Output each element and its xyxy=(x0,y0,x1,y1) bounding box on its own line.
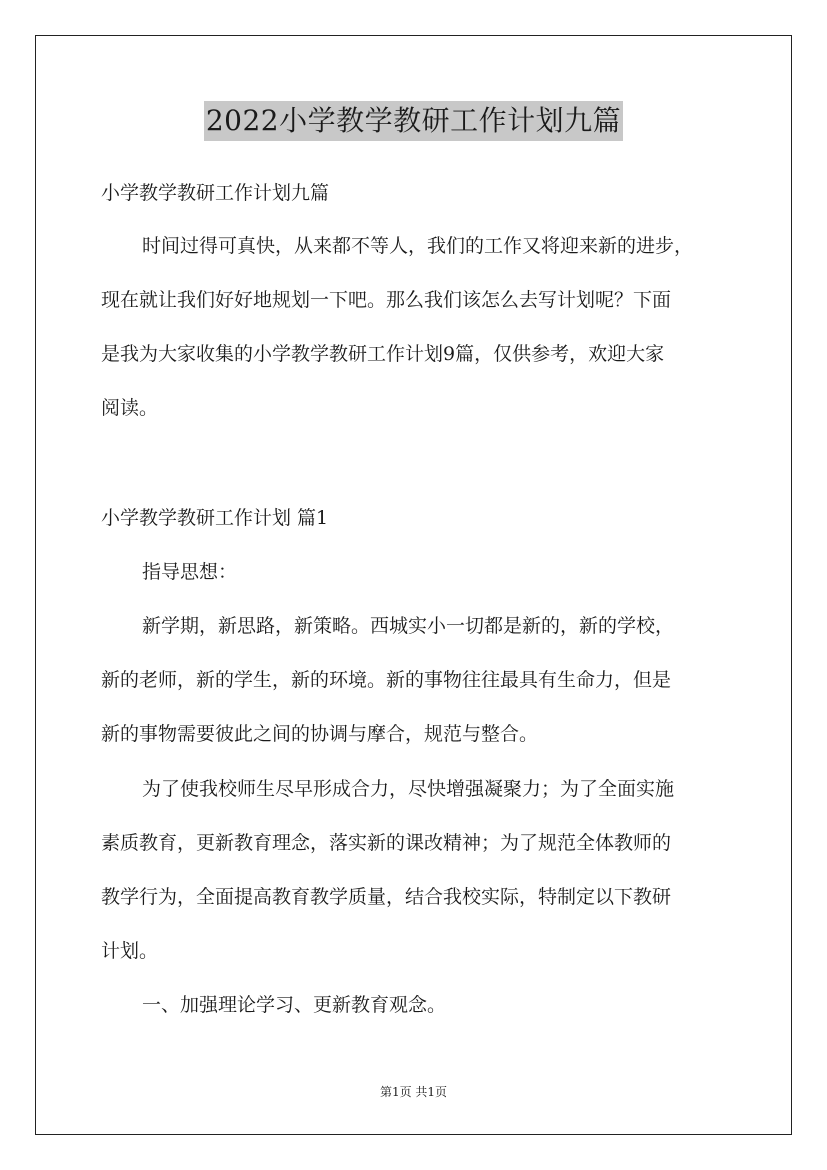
text-line: 新的老师，新的学生，新的环境。新的事物往往最具有生命力，但是 xyxy=(101,669,672,691)
list-item: 一、加强理论学习、更新教育观念。 xyxy=(142,994,447,1016)
intro-paragraph xyxy=(101,219,741,435)
text-line: 是我为大家收集的小学教学教研工作计划9篇，仅供参考，欢迎大家 xyxy=(101,343,665,365)
section-heading: 小学教学教研工作计划 篇1 xyxy=(101,507,329,529)
paragraph-1 xyxy=(101,599,741,761)
text-line: 素质教育，更新教育理念，落实新的课改精神；为了规范全体教师的 xyxy=(101,832,672,854)
guide-heading-block xyxy=(101,545,741,599)
page-number: 第1页 共1页 xyxy=(379,1085,448,1099)
text-line: 时间过得可真快，从来都不等人，我们的工作又将迎来新的进步， xyxy=(142,235,694,257)
text-line: 现在就让我们好好地规划一下吧。那么我们该怎么去写计划呢？下面 xyxy=(101,289,672,311)
paragraph-2 xyxy=(101,762,741,978)
guide-heading: 指导思想： xyxy=(142,561,238,583)
text-line: 新的事物需要彼此之间的协调与摩合，规范与整合。 xyxy=(101,723,539,745)
document-subtitle: 小学教学教研工作计划九篇 xyxy=(101,182,330,204)
item-1-block xyxy=(101,978,741,1032)
title-container xyxy=(0,101,827,141)
text-line: 计划。 xyxy=(101,940,159,962)
text-line: 教学行为，全面提高教育教学质量，结合我校实际，特制定以下教研 xyxy=(101,886,672,908)
text-line: 阅读。 xyxy=(101,397,159,419)
document-title: 2022小学教学教研工作计划九篇 xyxy=(204,101,623,141)
text-line: 为了使我校师生尽早形成合力，尽快增强凝聚力；为了全面实施 xyxy=(142,778,675,800)
text-line: 新学期，新思路，新策略。西城实小一切都是新的，新的学校， xyxy=(142,615,675,637)
